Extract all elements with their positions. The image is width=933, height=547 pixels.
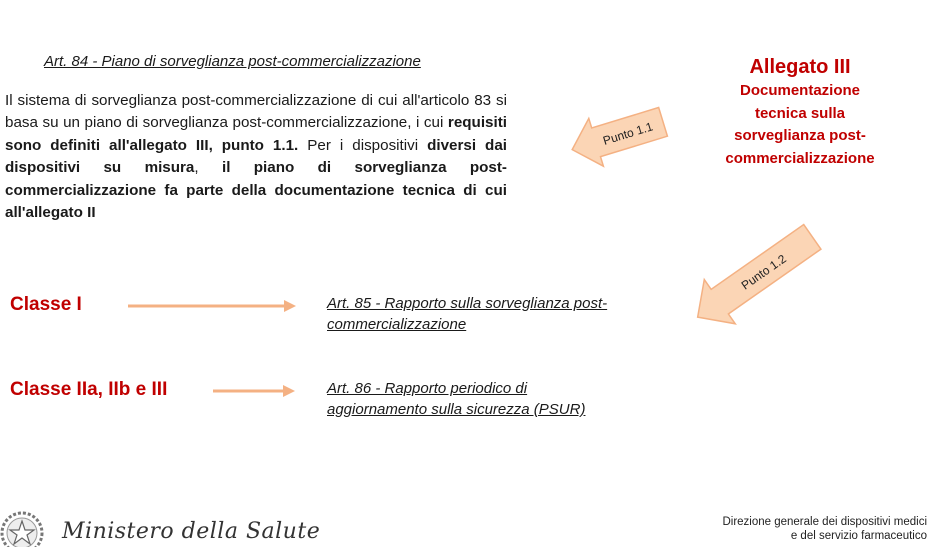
- para-text-1: Il sistema di sorveglianza post-commercializzazione di cui all'articolo 83 si basa su un piano di sorveglianza post-commercializzazione, i cui: [5, 92, 507, 132]
- para-text-2: Per i dispositivi: [298, 136, 428, 154]
- art-85-link[interactable]: [327, 293, 607, 335]
- allegato-title: Allegato III: [749, 56, 851, 78]
- direzione-line-1: Direzione generale dei dispositivi medici: [722, 516, 927, 528]
- art-85-line-1: Art. 85 - Rapporto sulla sorveglianza post-: [327, 295, 608, 312]
- footer-direzione: [722, 515, 927, 543]
- punto-1-2-label: Punto 1.2: [738, 251, 789, 293]
- classe-ii-iii-label: Classe IIa, IIb e III: [10, 379, 168, 400]
- punto-1-1-arrow: [565, 100, 675, 170]
- para-text-3: ,: [194, 159, 222, 177]
- art-86-line-1: Art. 86 - Rapporto periodico di: [327, 380, 528, 397]
- para-bold-3: il piano di sorveglianza post-commercializzazione fa parte della documentazione tecnica di cui all'allegato II: [5, 159, 507, 222]
- allegato-iii-box: [705, 54, 895, 170]
- para-bold-1: requisiti sono definiti all'allegato III, punto 1.1.: [5, 114, 507, 154]
- allegato-subtitle-4: commercializzazione: [725, 149, 875, 167]
- classe-i-label: Classe I: [10, 294, 82, 315]
- ministry-logo-text: Ministero della Salute: [62, 519, 321, 544]
- art-85-line-2: commercializzazione: [327, 316, 467, 333]
- allegato-subtitle-1: Documentazione: [739, 82, 860, 99]
- article-84-paragraph: [5, 90, 507, 224]
- art-86-line-2: aggiornamento sulla sicurezza (PSUR): [327, 401, 586, 418]
- para-bold-2: diversi dai dispositivi su misura: [5, 136, 507, 177]
- punto-1-1-label: Punto 1.1: [601, 119, 655, 148]
- classe-i-arrow: [128, 298, 298, 314]
- classe-ii-iii-arrow: [213, 383, 303, 399]
- article-84-title[interactable]: Art. 84 - Piano di sorveglianza post-commercializzazione: [44, 53, 421, 70]
- punto-1-2-arrow: [690, 225, 820, 330]
- italian-emblem-icon: [0, 505, 50, 547]
- direzione-line-2: e del servizio farmaceutico: [790, 530, 927, 542]
- art-86-link[interactable]: [327, 378, 585, 420]
- allegato-subtitle-3: sorveglianza post-: [734, 127, 866, 144]
- allegato-subtitle-2: tecnica sulla: [754, 104, 846, 122]
